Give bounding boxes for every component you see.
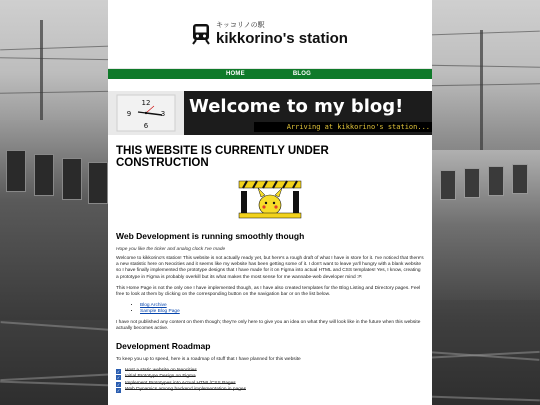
page-links-list — [116, 303, 424, 315]
content-note-paragraph: I have not published any content on them though; they're only here to give you an idea on what they will look like in the future when this website actually becomes active. — [116, 320, 421, 332]
roadmap-intro: To keep you up to speed, here is a roadmap of stuff that I have planned for this website — [116, 356, 301, 362]
train-icon — [192, 23, 210, 45]
checklist-item-label: Implement Prototypes into Actual HTML/CSS Pages — [125, 380, 236, 386]
main-content — [108, 135, 432, 394]
intro-paragraph: Welcome to kikkorino's station! This website is not actually ready yet, but here's a rough draft of what I have in store for it. I've noticed that there's a new statistic here on Neocities and it seems like my website has been getting some of it. I don't want to leave ya'll hungry with a blank website so I have finally implemented the prototype designs that I have made for it on Figma into actual HTML and CSS templates! Yes, I know, creating a prototype in Figma is probably overkill but its what makes the most sense for me wannabe-web developer mind :P. — [116, 256, 424, 280]
checkbox-checked-icon[interactable]: ✓ — [116, 368, 121, 374]
checklist-item-label: Initial Prototype Design on Figma — [125, 374, 196, 380]
section-heading-roadmap: Development Roadmap — [116, 340, 211, 351]
sample-blog-page-link[interactable]: Sample Blog Page — [140, 309, 180, 315]
analog-clock — [108, 91, 184, 135]
site-title-japanese: キッコリノの駅 — [216, 21, 265, 29]
under-construction-icon — [237, 179, 303, 219]
nav-home-link[interactable]: HOME — [226, 71, 245, 77]
clock-icon — [116, 94, 176, 132]
section-subtitle: Hope you like the ticker and analog clock I've made — [116, 247, 226, 252]
page-container — [108, 0, 432, 405]
svg-text:3: 3 — [160, 110, 166, 118]
checklist-item-label: Host a static website on Neocities — [125, 367, 197, 373]
svg-text:12: 12 — [141, 99, 151, 107]
checklist-item — [116, 387, 424, 394]
checklist-item-label: Web Dynamics among backend implementation in pages — [125, 387, 246, 393]
welcome-heading: Welcome to my blog! — [189, 96, 404, 117]
station-ticker: Arriving at kikkorino's station... — [254, 122, 432, 132]
navigation-bar — [108, 69, 432, 79]
list-item — [140, 309, 424, 315]
section-heading-web-dev: Web Development is running smoothly though — [116, 231, 305, 241]
svg-text:9: 9 — [126, 110, 132, 118]
svg-text:6: 6 — [143, 122, 149, 130]
pages-paragraph: This Home Page is not the only one I have implemented though, as I have also created templates for the Blog Listing and Directory pages. Feel free to look at them by clicking on the corresponding button on the navigation bar or on the list below. — [116, 285, 421, 298]
site-title: kikkorino's station — [216, 30, 348, 47]
construction-heading: THIS WEBSITE IS CURRENTLY UNDER CONSTRUCTION — [116, 145, 329, 169]
roadmap-checklist — [116, 368, 424, 394]
checkbox-checked-icon[interactable]: ✓ — [116, 375, 121, 381]
checkbox-checked-icon[interactable]: ✓ — [116, 381, 121, 387]
welcome-banner — [108, 91, 432, 135]
checkbox-checked-icon[interactable]: ✓ — [116, 388, 121, 394]
blog-archive-link[interactable]: Blog Archive — [140, 303, 167, 309]
nav-blog-link[interactable]: BLOG — [292, 71, 311, 77]
site-header — [108, 0, 432, 69]
